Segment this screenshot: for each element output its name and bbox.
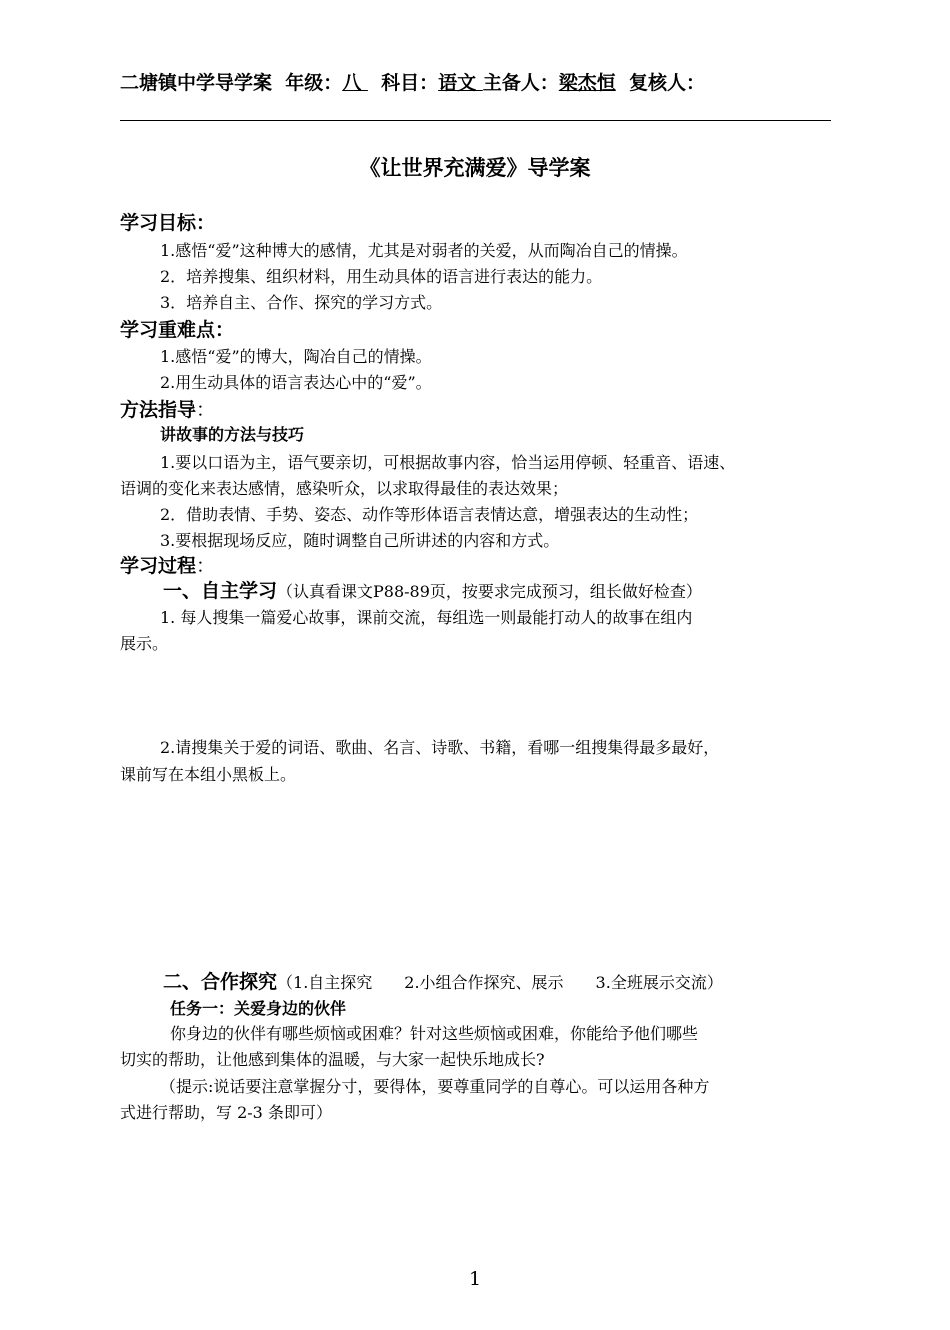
task-hint-continued: 式进行帮助，写 2-3 条即可） — [120, 1103, 332, 1122]
task-title: 任务一：关爱身边的伙伴 — [170, 999, 347, 1018]
preparer-label: 主备人： — [482, 72, 559, 94]
section-title: 二、合作探究 — [163, 971, 278, 993]
method-item: 3.要根据现场反应，随时调整自己所讲述的内容和方式。 — [160, 531, 560, 550]
objectives-heading: 学习目标： — [120, 212, 216, 234]
header-divider — [120, 120, 831, 121]
subject-value: 语文 — [438, 72, 483, 94]
section-cooperation — [163, 967, 723, 994]
method-item: 1.要以口语为主，语气要亲切，可根据故事内容，恰当运用停顿、轻重音、语速、 — [160, 453, 736, 472]
task-item: 1. 每人搜集一篇爱心故事，课前交流，每组选一则最能打动人的故事在组内 — [160, 608, 693, 627]
key-point-item: 2.用生动具体的语言表达心中的“爱”。 — [160, 373, 432, 392]
objective-item: 2．培养搜集、组织材料，用生动具体的语言进行表达的能力。 — [160, 267, 603, 286]
key-points-heading: 学习重难点： — [120, 319, 235, 341]
section-title: 一、自主学习 — [163, 580, 278, 602]
process-heading: 学习过程： — [120, 555, 216, 577]
page-number: 1 — [468, 1268, 482, 1290]
school-name: 二塘镇中学导学案 — [120, 72, 273, 94]
section-note: （1.自主探究 2.小组合作探究、展示 3.全班展示交流） — [277, 973, 723, 992]
grade-label: 年级： — [285, 72, 343, 94]
method-item: 2．借助表情、手势、姿态、动作等形体语言表情达意，增强表达的生动性； — [160, 505, 699, 524]
section-self-study — [163, 576, 702, 603]
key-point-item: 1.感悟“爱”的博大，陶冶自己的情操。 — [160, 347, 432, 366]
method-heading: 方法指导： — [120, 399, 216, 421]
task-question-continued: 切实的帮助，让他感到集体的温暖，与大家一起快乐地成长? — [120, 1050, 545, 1069]
document-header — [120, 68, 705, 95]
grade-value: 八 — [342, 72, 368, 94]
page-title: 《让世界充满爱》导学案 — [359, 156, 591, 180]
task-hint: （提示:说话要注意掌握分寸，要得体，要尊重同学的自尊心。可以运用各种方 — [160, 1077, 710, 1096]
objective-item: 3．培养自主、合作、探究的学习方式。 — [160, 293, 443, 312]
method-item-continued: 语调的变化来表达感情，感染听众，以求取得最佳的表达效果； — [120, 479, 569, 498]
subject-label: 科目： — [381, 72, 439, 94]
objective-item: 1.感悟“爱”这种博大的感情，尤其是对弱者的关爱，从而陶冶自己的情操。 — [160, 241, 688, 260]
task-item-continued: 展示。 — [120, 634, 169, 653]
task-item-continued: 课前写在本组小黑板上。 — [120, 765, 297, 784]
task-question: 你身边的伙伴有哪些烦恼或困难？针对这些烦恼或困难，你能给予他们哪些 — [170, 1024, 699, 1043]
preparer-value: 梁杰恒 — [558, 72, 616, 94]
method-subheading: 讲故事的方法与技巧 — [160, 425, 305, 444]
section-note: （认真看课文P88-89页，按要求完成预习，组长做好检查） — [277, 582, 702, 601]
reviewer-label: 复核人： — [629, 72, 706, 94]
task-item: 2.请搜集关于爱的词语、歌曲、名言、诗歌、书籍，看哪一组搜集得最多最好， — [160, 738, 720, 757]
